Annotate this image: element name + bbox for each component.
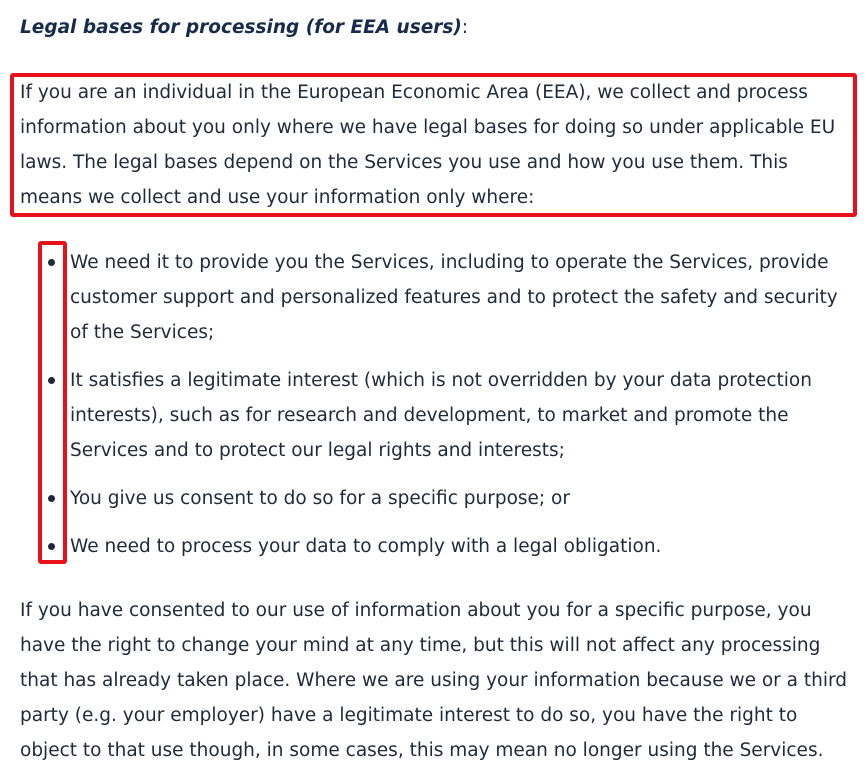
section-heading-colon: : [461,17,469,38]
list-item [0,529,860,564]
list-item-text: We need to process your data to comply with a legal obligation. [70,536,662,557]
list-item-text: It satisfies a legitimate interest (which is not overridden by your data protection interests), such as for research and development, to market and promote the Services and to protect our legal rights and interests; [70,370,812,461]
list-item-text: We need it to provide you the Services, including to operate the Services, provide customer support and personalized features and to protect the safety and security of the Services; [70,252,838,343]
section-heading [20,10,468,45]
legal-bases-list [0,245,866,577]
list-item [0,481,860,516]
list-item [0,363,860,468]
bullets-highlight-box [38,241,67,564]
intro-paragraph: If you are an individual in the European Economic Area (EEA), we collect and process information about you only where we have legal bases for doing so under applicable EU laws. The legal bases depend on the Services you use and how you use them. This means we collect and use your information only where: [20,82,836,208]
intro-highlight-box [10,73,857,217]
list-item [0,245,860,350]
closing-paragraph: If you have consented to our use of information about you for a specific purpose, you have the right to change your mind at any time, but this will not affect any processing that has already taken place. Where we are using your information because we or a third party (e.g. your employer) have a legitimate interest to do so, you have the right to object to that use though, in some cases, this may mean no longer using the Services. [20,600,848,761]
list-item-text: You give us consent to do so for a specific purpose; or [70,488,570,509]
section-heading-title: Legal bases for processing (for EEA users) [20,17,462,38]
